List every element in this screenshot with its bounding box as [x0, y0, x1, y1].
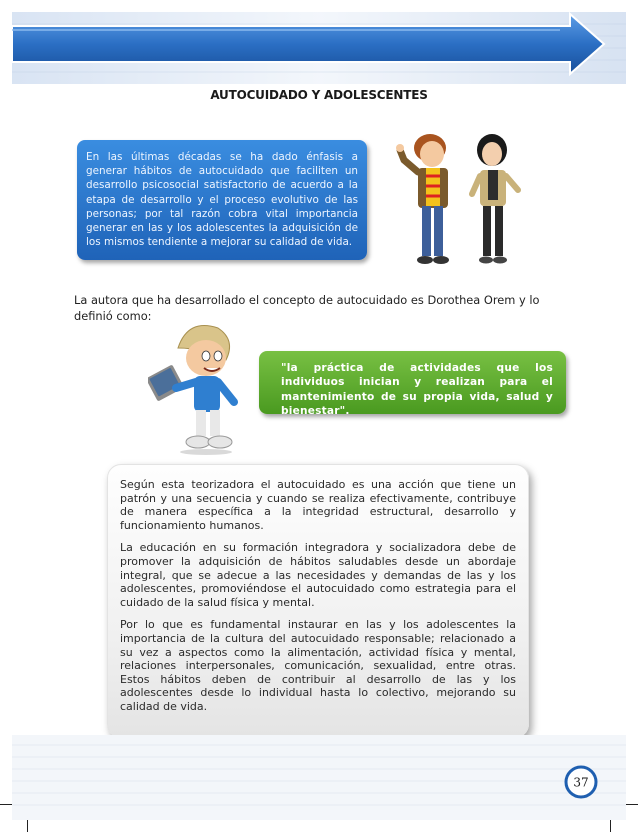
- page-title: AUTOCUIDADO Y ADOLESCENTES: [210, 88, 428, 102]
- boy-with-tablet-illustration: [148, 318, 258, 458]
- content-box-text: [120, 478, 516, 723]
- intro-blue-box-text: En las últimas décadas se ha dado énfasis a generar hábitos de autocuidado que faciliten un desarrollo psicosocial satisfactorio de acuerdo a la etapa de desarrollo y el proceso evolutivo de las personas; por tal razón cobra vital importancia generar en las y los adolescentes la adquisición de los mismos tendiente a mejorar su calidad de vida.: [86, 151, 358, 249]
- page-number: 37: [573, 775, 589, 790]
- intro-paragraph: La autora que ha desarrollado el concepto de autocuidado es Dorothea Orem y lo definió como:: [74, 293, 540, 323]
- definition-quote-text: "la práctica de actividades que los individuos inician y realizan para el mantenimiento de su propia vida, salud y bienestar".: [281, 362, 553, 418]
- paragraph-2: La educación en su formación integradora y socializadora debe de promover la adquisición de hábitos saludables desde un abordaje integral, que se adecue a las necesidades y demandas de las y los adolescentes, promoviéndose el autocuidado como estrategia para el cuidado de la salud física y mental.: [120, 541, 516, 609]
- paragraph-3: Por lo que es fundamental instaurar en las y los adolescentes la importancia de la cultura del autocuidado responsable; relacionado a su vez a aspectos como la alimentación, actividad física y mental, relaciones interpersonales, comunicación, sexualidad, entre otras. Estos hábitos deben de contribuir al desarrollo de las y los adolescentes desde lo individual hasta lo colectivo, mejorando su calidad de vida.: [120, 618, 516, 713]
- paragraph-1: Según esta teorizadora el autocuidado es una acción que tiene un patrón y una secuencia y cuando se realiza efectivamente, contribuye de manera específica a la integridad estructural, desarrollo y funcionamiento humanos.: [120, 478, 516, 532]
- footer-decoration: [0, 735, 638, 832]
- header-banner: [0, 0, 638, 90]
- teenagers-illustration: [392, 120, 542, 270]
- page-number-badge: [564, 765, 598, 799]
